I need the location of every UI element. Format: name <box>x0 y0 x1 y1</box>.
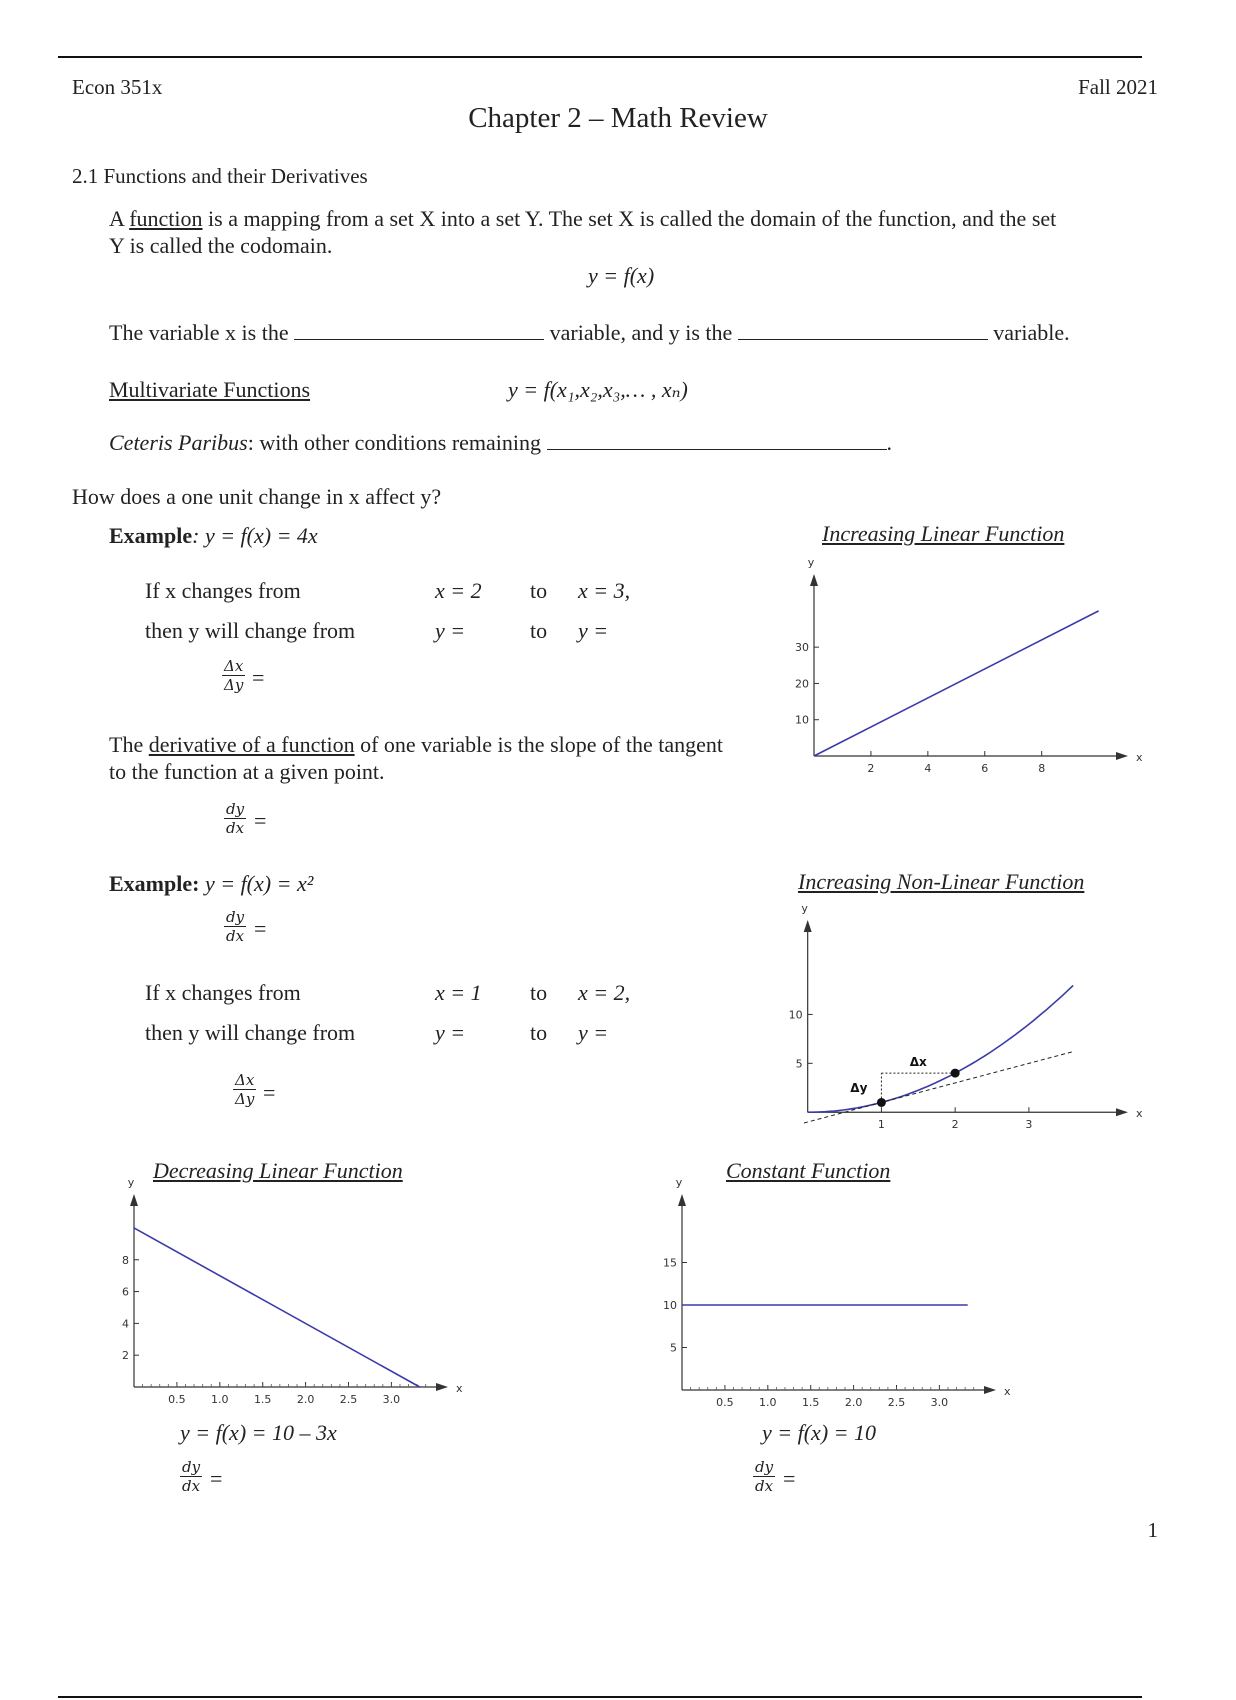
variable-line <box>109 320 1070 346</box>
ex1-ratio <box>222 657 245 694</box>
y-axis-label: y <box>127 1176 135 1189</box>
y-tick-label: 4 <box>122 1317 129 1331</box>
y-axis-label: y <box>801 902 808 915</box>
ex2-row1-to: to <box>530 980 548 1005</box>
x-tick-label: 2 <box>951 1118 959 1132</box>
y-tick-label: 2 <box>122 1349 129 1363</box>
ex2-row1-end: x = 2, <box>578 980 631 1005</box>
ex2-ratio <box>233 1071 256 1108</box>
bottom-left-dydx <box>180 1458 202 1495</box>
variable-line-a: The variable x is the <box>109 320 289 345</box>
ceteris-line: Ceteris Paribus: with other conditions remaining . <box>109 430 893 455</box>
example2-label: Example: <box>109 871 200 896</box>
y-tick-label: 10 <box>795 713 809 727</box>
ex1-row1-to: to <box>530 578 548 603</box>
deriv-line1: of one variable is the slope of the tangent <box>354 732 723 757</box>
def-line1: is a mapping from a set X into a set Y. The set X is called the domain of the function, and the set <box>202 206 1057 231</box>
question: How does a one unit change in x affect y? <box>72 484 442 509</box>
ex2-ratio-equals: = <box>263 1080 276 1105</box>
def-line2: Y is called the codomain. <box>109 233 333 258</box>
y-tick-label: 30 <box>795 641 809 655</box>
x-tick-label: 2 <box>867 762 875 775</box>
ex2-dydx-num: dy <box>226 908 245 926</box>
y-tick-label: 6 <box>122 1285 129 1299</box>
bottom-right-eq: y = f(x) = 10 <box>762 1420 876 1445</box>
main-equation: y = f(x) <box>588 263 655 288</box>
y-tick-label: 8 <box>122 1253 129 1267</box>
bottom-right-dydx-num: dy <box>755 1458 774 1476</box>
page-number: 1 <box>1147 1518 1158 1542</box>
ex1-dydx <box>224 800 246 837</box>
function-line <box>134 1228 420 1387</box>
x-tick-label: 1.5 <box>253 1393 272 1406</box>
x-tick-label: 3.0 <box>382 1393 401 1406</box>
ex2-dydx-den: dx <box>226 927 245 945</box>
y-axis-arrow <box>810 574 818 586</box>
bottom-left-dydx-num: dy <box>182 1458 201 1476</box>
bottom-rule <box>58 1696 1142 1698</box>
ex2-row1-label: If x changes from <box>145 980 301 1005</box>
ceteris-term: Ceteris Paribus <box>109 430 248 455</box>
y-tick-label: 15 <box>663 1256 677 1270</box>
top-rule <box>58 56 1142 58</box>
x-tick-label: 1.5 <box>801 1396 820 1409</box>
section-heading: 2.1 Functions and their Derivatives <box>72 164 368 188</box>
x-tick-label: 1 <box>877 1118 885 1132</box>
y-axis-arrow <box>804 920 812 932</box>
ex1-row2-label: then y will change from <box>145 618 356 643</box>
example1-heading <box>109 523 318 549</box>
function-curve <box>808 986 1073 1113</box>
y-axis-arrow <box>130 1194 138 1206</box>
ex2-row2-end: y = <box>578 1020 609 1045</box>
multivariate-label: Multivariate Functions <box>109 377 311 402</box>
y-axis-arrow <box>678 1194 686 1206</box>
variable-line-b: variable, and y is the <box>549 320 733 345</box>
ex2-ratio-den: Δy <box>235 1090 255 1108</box>
ex1-row2-to: to <box>530 618 548 643</box>
bottom-left-dydx-den: dx <box>182 1477 201 1495</box>
x-tick-label: 0.5 <box>168 1393 186 1406</box>
ex1-ratio-den: Δy <box>224 676 244 694</box>
deriv-pre: The <box>109 732 149 757</box>
x-tick-label: 2.0 <box>296 1393 315 1406</box>
ex1-row1-label: If x changes from <box>145 578 301 603</box>
y-tick-label: 20 <box>795 677 809 691</box>
x-tick-label: 3.0 <box>930 1396 949 1409</box>
def-term: function <box>129 206 203 231</box>
y-tick-label: 5 <box>795 1057 803 1071</box>
x-tick-label: 2.5 <box>339 1393 358 1406</box>
y-axis-label: y <box>675 1176 683 1189</box>
x-tick-label: 0.5 <box>716 1396 734 1409</box>
y-tick-label: 10 <box>788 1008 803 1022</box>
ex2-row1-from: x = 1 <box>435 980 482 1005</box>
example2-eq: y = f(x) = x² <box>204 871 314 896</box>
ex2-dydx-equals: = <box>254 916 267 941</box>
x-tick-label: 8 <box>1038 762 1046 775</box>
ex1-dydx-num: dy <box>226 800 245 818</box>
bottom-left-equals: = <box>210 1466 223 1491</box>
def-pre: A <box>109 206 130 231</box>
ex1-row1-end: x = 3, <box>578 578 631 603</box>
blank-3 <box>547 433 887 450</box>
x-axis-label: x <box>1136 1107 1143 1121</box>
chart-decreasing-linear <box>110 1176 463 1410</box>
x-axis-arrow <box>436 1383 448 1391</box>
bottom-right-dydx <box>753 1458 775 1495</box>
x-tick-label: 2.0 <box>844 1396 863 1409</box>
example1-label: Example <box>109 523 193 548</box>
x-tick-label: 4 <box>924 762 932 775</box>
ex1-ratio-num: Δx <box>222 657 245 676</box>
course-label: Econ 351x <box>72 75 163 99</box>
ceteris-text: : with other conditions remaining <box>247 430 542 455</box>
ex1-dydx-equals: = <box>254 808 267 833</box>
function-definition <box>109 205 1169 259</box>
ex2-dydx <box>224 908 246 945</box>
multivariate-equation: y = f(x₁,x₂,x₃,… , xₙ) <box>508 377 688 402</box>
term-label: Fall 2021 <box>1078 75 1158 99</box>
y-tick-label: 10 <box>663 1299 677 1312</box>
x-tick-label: 1.0 <box>211 1393 229 1406</box>
ex2-row2-from: y = <box>435 1020 466 1045</box>
bottom-left-eq: y = f(x) = 10 – 3x <box>180 1420 337 1445</box>
x-axis-arrow <box>984 1386 996 1394</box>
data-point <box>877 1098 886 1107</box>
ex1-ratio-equals: = <box>252 665 265 690</box>
chart-increasing-nonlinear <box>780 902 1150 1146</box>
delta-x-label: Δx <box>909 1055 927 1070</box>
deriv-line2: to the function at a given point. <box>109 759 385 784</box>
x-axis-label: x <box>456 1382 463 1395</box>
x-axis-arrow <box>1116 1108 1128 1116</box>
function-line <box>814 611 1099 756</box>
x-tick-label: 3 <box>1025 1118 1033 1132</box>
data-point <box>951 1069 960 1078</box>
deriv-term: derivative of a function <box>148 732 355 757</box>
x-axis-label: x <box>1136 751 1143 764</box>
ex1-row1-from: x = 2 <box>435 578 482 603</box>
chart3-title: Decreasing Linear Function <box>153 1158 403 1183</box>
variable-line-c: variable. <box>993 320 1070 345</box>
blank-1 <box>294 323 544 340</box>
ex1-row2-from: y = <box>435 618 466 643</box>
ex2-row2-label: then y will change from <box>145 1020 356 1045</box>
chart2-title: Increasing Non-Linear Function <box>798 869 1085 894</box>
ex1-dydx-den: dx <box>226 819 245 837</box>
example1-eq: : y = f(x) = 4x <box>192 523 318 548</box>
delta-y-label: Δy <box>850 1080 868 1095</box>
ex1-row2-end: y = <box>578 618 609 643</box>
y-axis-label: y <box>807 556 815 569</box>
blank-2 <box>738 323 988 340</box>
example2-heading <box>109 871 313 897</box>
page-title: Chapter 2 – Math Review <box>468 102 768 134</box>
x-tick-label: 6 <box>981 762 989 775</box>
chart4-title: Constant Function <box>726 1158 891 1183</box>
chart-constant <box>650 1176 1011 1410</box>
bottom-right-equals: = <box>783 1466 796 1491</box>
y-tick-label: 5 <box>670 1341 677 1355</box>
x-tick-label: 2.5 <box>887 1396 906 1409</box>
x-axis-arrow <box>1116 752 1128 760</box>
derivative-definition <box>109 731 809 785</box>
chart1-title: Increasing Linear Function <box>822 521 1065 546</box>
x-tick-label: 1.0 <box>759 1396 777 1409</box>
ex2-row2-to: to <box>530 1020 548 1045</box>
bottom-right-dydx-den: dx <box>755 1477 774 1495</box>
ex2-ratio-num: Δx <box>233 1071 256 1090</box>
chart-increasing-linear <box>790 556 1143 780</box>
x-axis-label: x <box>1004 1385 1011 1398</box>
